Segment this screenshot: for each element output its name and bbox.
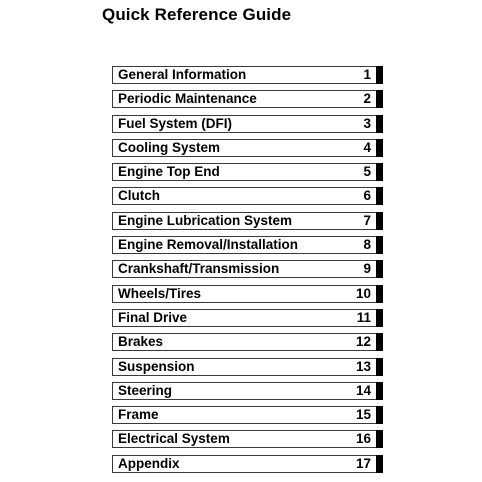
toc-item-label: Engine Removal/Installation — [118, 237, 299, 253]
toc-item-label: Suspension — [118, 358, 195, 374]
toc-item-label: Engine Top End — [118, 164, 220, 180]
toc-item-number: 12 — [355, 334, 371, 350]
toc-item-general-information[interactable] — [112, 66, 383, 84]
toc-item-frame[interactable] — [112, 406, 383, 424]
toc-item-label: Electrical System — [118, 431, 230, 447]
section-tab-marker — [376, 430, 383, 448]
toc-item-engine-removal-installation[interactable] — [112, 236, 383, 254]
section-tab-marker — [376, 187, 383, 205]
toc-item-number: 6 — [363, 188, 371, 204]
toc-item-label: Frame — [118, 407, 159, 423]
section-tab-marker — [376, 382, 383, 400]
page-title: Quick Reference Guide — [102, 5, 292, 24]
toc-item-label: Crankshaft/Transmission — [118, 261, 280, 277]
toc-item-label: Wheels/Tires — [118, 285, 202, 301]
toc-item-number: 17 — [355, 455, 371, 471]
section-tab-marker — [376, 212, 383, 230]
section-tab-marker — [376, 406, 383, 424]
toc-item-label: Brakes — [118, 334, 164, 350]
toc-item-number: 2 — [363, 91, 371, 107]
section-tab-marker — [376, 139, 383, 157]
toc-item-engine-lubrication-system[interactable] — [112, 212, 383, 230]
toc-item-number: 14 — [355, 382, 371, 398]
toc-item-number: 11 — [356, 309, 371, 325]
toc-item-label: Final Drive — [118, 309, 188, 325]
section-tab-marker — [376, 358, 383, 376]
toc-item-wheels-tires[interactable] — [112, 285, 383, 303]
toc-item-label: Fuel System (DFI) — [118, 115, 233, 131]
toc-item-cooling-system[interactable] — [112, 139, 383, 157]
toc-item-fuel-system[interactable] — [112, 115, 383, 133]
section-tab-marker — [376, 90, 383, 108]
toc-item-final-drive[interactable] — [112, 309, 383, 327]
toc-item-number: 9 — [363, 261, 371, 277]
toc-item-number: 10 — [355, 285, 371, 301]
section-tab-marker — [376, 115, 383, 133]
toc-item-appendix[interactable] — [112, 455, 383, 473]
toc-item-label: Engine Lubrication System — [118, 212, 293, 228]
toc-item-number: 7 — [363, 212, 371, 228]
toc-item-crankshaft-transmission[interactable] — [112, 260, 383, 278]
toc-item-label: Steering — [118, 382, 173, 398]
section-tab-marker — [376, 455, 383, 473]
toc-item-suspension[interactable] — [112, 358, 383, 376]
toc-item-label: Appendix — [118, 455, 180, 471]
section-tab-marker — [376, 333, 383, 351]
section-tab-marker — [376, 285, 383, 303]
toc-item-number: 3 — [363, 115, 371, 131]
toc-list — [112, 66, 383, 479]
toc-item-number: 15 — [355, 407, 371, 423]
toc-item-label: Periodic Maintenance — [118, 91, 257, 107]
toc-item-number: 13 — [355, 358, 371, 374]
section-tab-marker — [376, 309, 383, 327]
section-tab-marker — [376, 66, 383, 84]
toc-item-brakes[interactable] — [112, 333, 383, 351]
toc-item-electrical-system[interactable] — [112, 430, 383, 448]
toc-item-engine-top-end[interactable] — [112, 163, 383, 181]
toc-item-number: 4 — [363, 139, 371, 155]
section-tab-marker — [376, 236, 383, 254]
toc-item-label: Cooling System — [118, 139, 221, 155]
toc-item-number: 5 — [363, 164, 371, 180]
toc-item-label: Clutch — [118, 188, 160, 204]
toc-item-label: General Information — [118, 67, 247, 82]
toc-item-number: 1 — [363, 67, 371, 82]
section-tab-marker — [376, 260, 383, 278]
toc-item-number: 8 — [363, 237, 371, 253]
section-tab-marker — [376, 163, 383, 181]
toc-item-steering[interactable] — [112, 382, 383, 400]
toc-item-periodic-maintenance[interactable] — [112, 90, 383, 108]
toc-item-clutch[interactable] — [112, 187, 383, 205]
toc-item-number: 16 — [355, 431, 371, 447]
